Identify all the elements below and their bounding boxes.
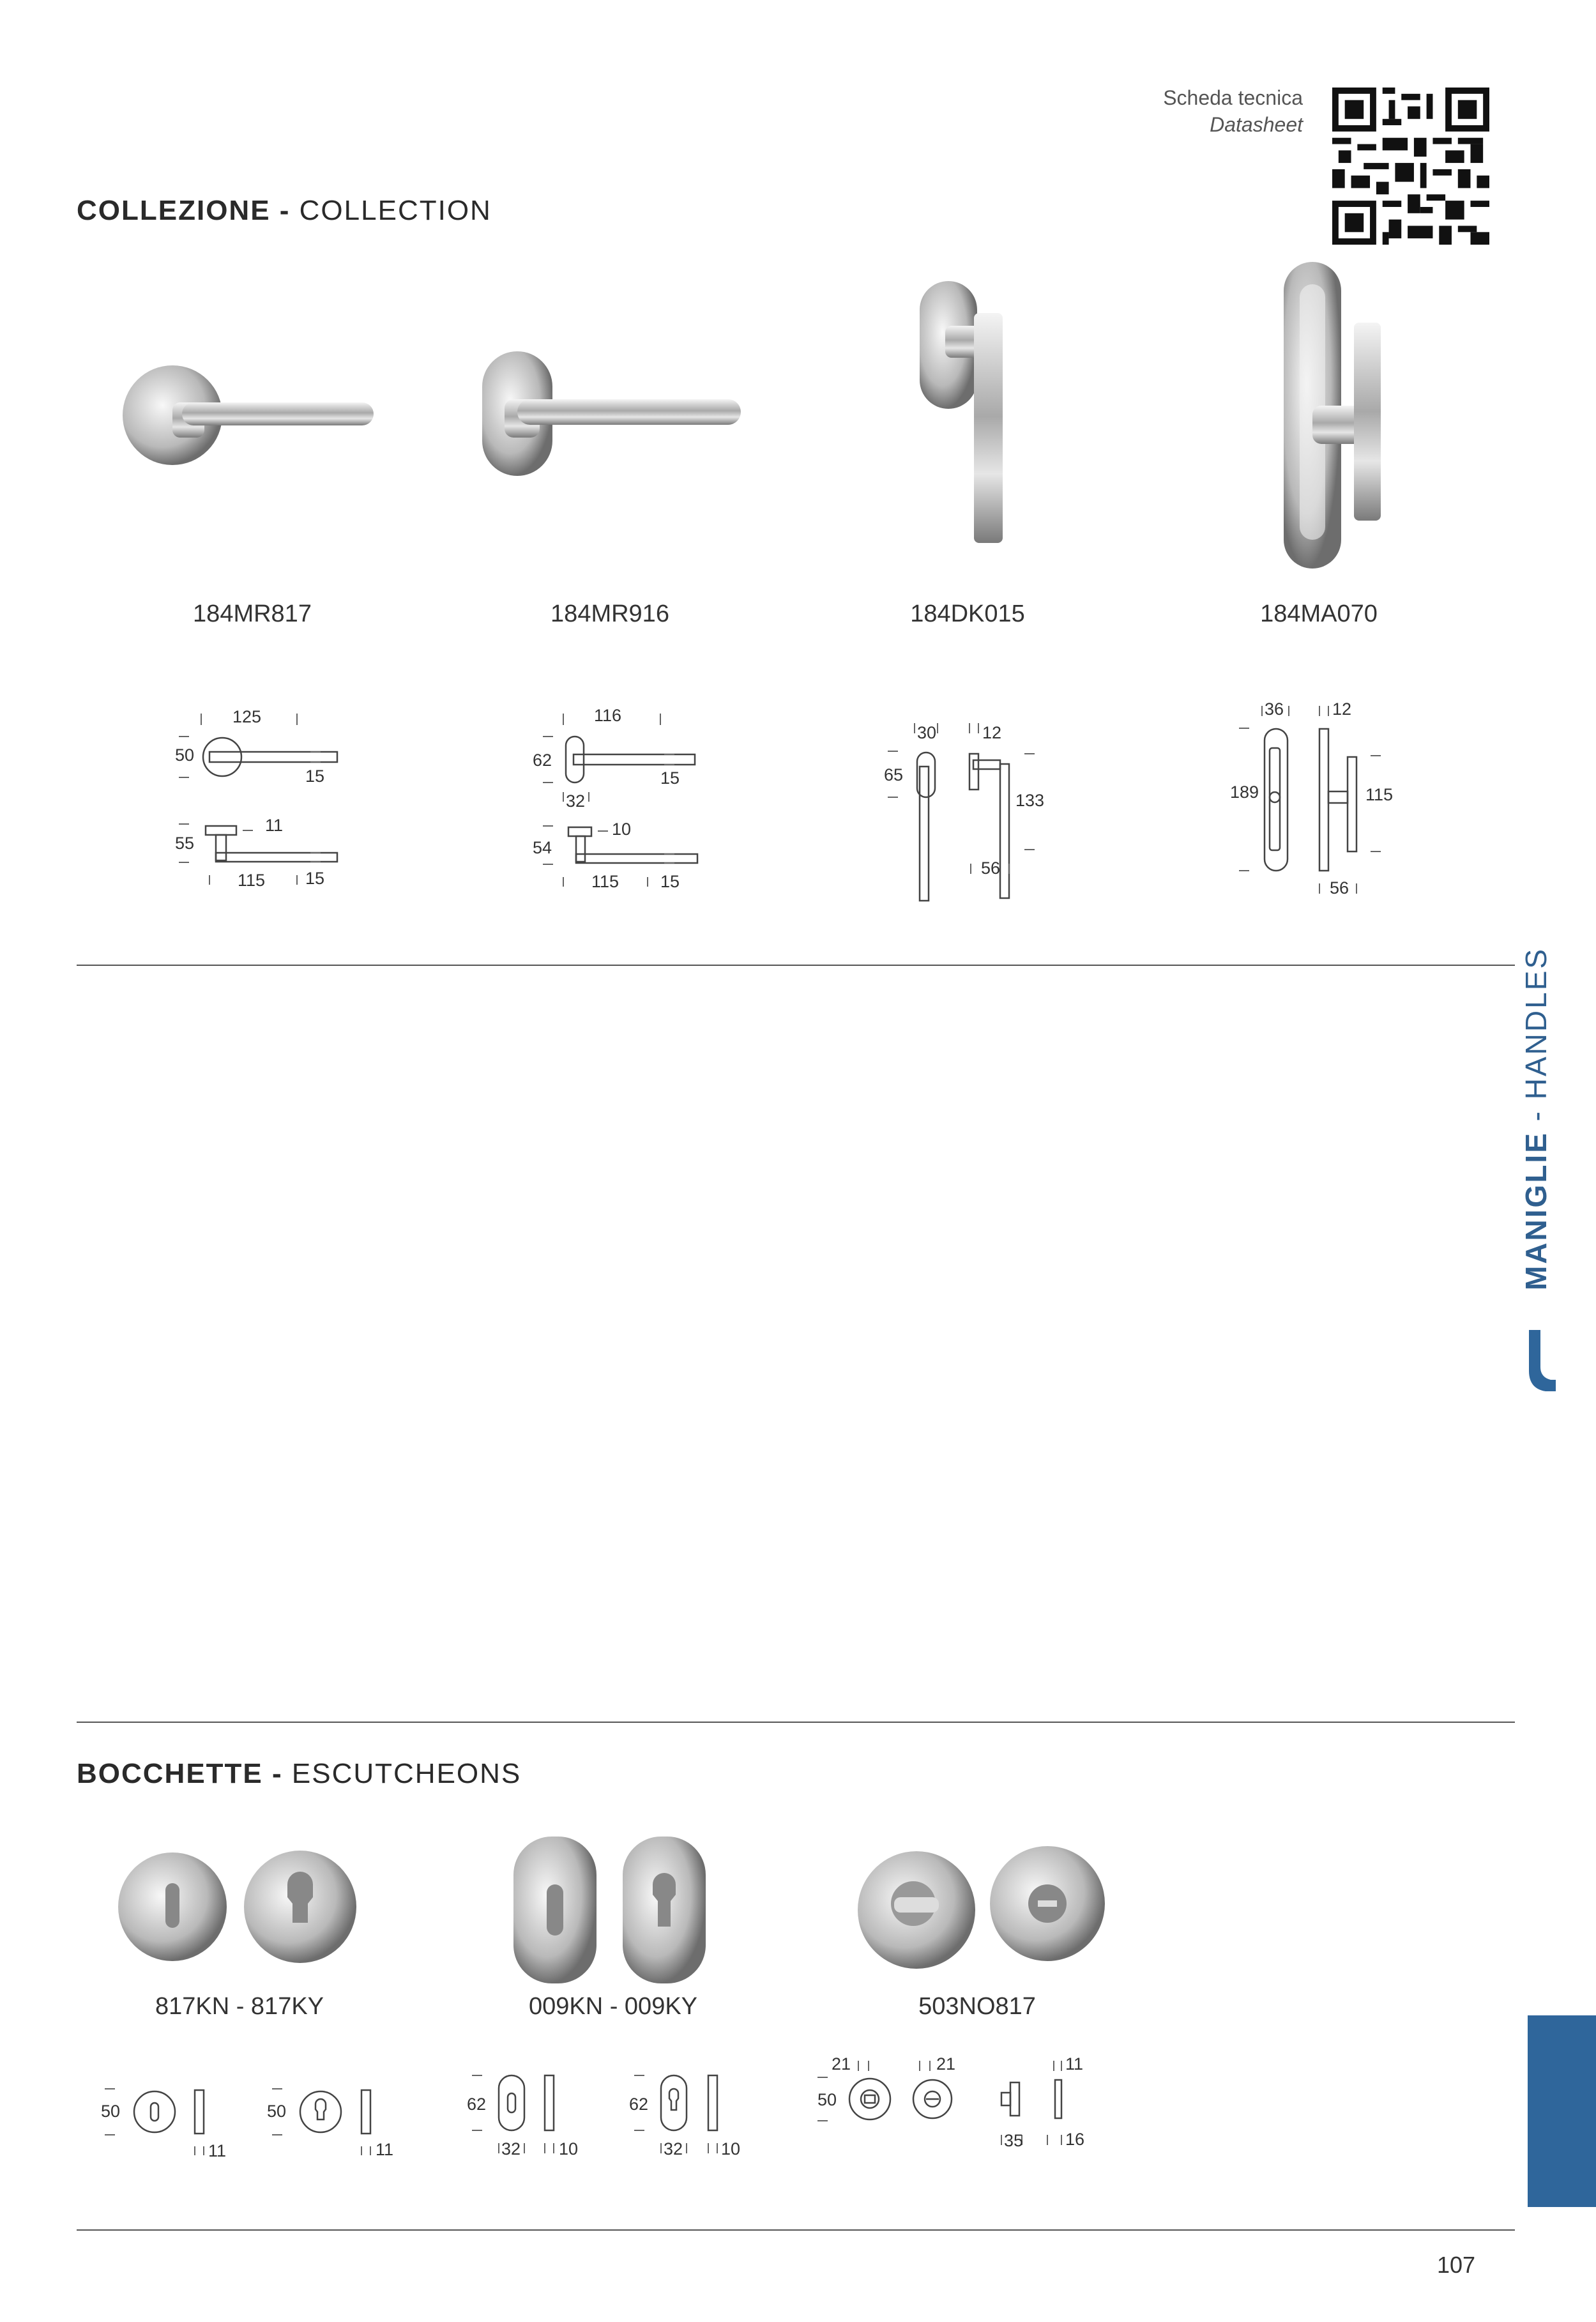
product-image-184MR817	[121, 358, 390, 473]
dim-label: 55	[175, 834, 195, 853]
dim-label: 62	[629, 2095, 649, 2114]
dim-label: 62	[533, 751, 552, 770]
tech-drawing-184MA070	[1226, 693, 1431, 910]
dim-label: 32	[664, 2139, 683, 2158]
escutcheons-title-light: ESCUTCHEONS	[291, 1758, 522, 1789]
dim-label: 65	[884, 765, 904, 784]
product-image-817KN-817KY	[118, 1846, 361, 1967]
product-code-817KN-817KY: 817KN - 817KY	[155, 1993, 324, 2020]
product-code-184MA070: 184MA070	[1260, 600, 1378, 627]
divider	[77, 965, 1515, 966]
dim-label: 125	[232, 707, 262, 726]
dim-label: 32	[501, 2139, 521, 2158]
dim-label: 54	[533, 838, 552, 857]
side-tab-label	[1519, 947, 1553, 1290]
dim-label: 15	[305, 767, 325, 786]
dim-label: 56	[981, 859, 1001, 878]
product-image-503NO817	[856, 1840, 1111, 1974]
divider	[77, 1722, 1515, 1723]
tech-drawing-184MR916	[530, 699, 722, 910]
dim-label: 11	[376, 2140, 394, 2159]
collection-title-light: COLLECTION	[299, 195, 492, 226]
dim-label: 10	[612, 820, 632, 839]
product-code-184MR817: 184MR817	[193, 600, 312, 627]
tech-drawing-184DK015	[881, 715, 1073, 907]
dim-label: 15	[660, 872, 680, 891]
product-image-009KN-009KY	[511, 1833, 715, 1987]
dim-label: 50	[175, 745, 195, 765]
dim-label: 16	[1065, 2130, 1085, 2149]
product-image-184DK015	[916, 275, 1031, 549]
dim-label: 10	[721, 2139, 741, 2158]
section-color-tab	[1528, 2015, 1596, 2207]
tech-drawing-009KN-009KY	[463, 2060, 770, 2172]
tech-drawing-817KN-817KY	[96, 2076, 428, 2172]
dim-label: 36	[1265, 699, 1284, 719]
dim-label: 50	[817, 2090, 837, 2109]
datasheet-line-1: Scheda tecnica	[1163, 86, 1303, 109]
collection-title	[77, 195, 492, 227]
product-image-184MA070	[1277, 259, 1392, 572]
dim-label: 11	[208, 2141, 227, 2160]
dim-label: 21	[832, 2054, 851, 2074]
dim-label: 50	[101, 2102, 121, 2121]
dim-label: 11	[1065, 2054, 1084, 2074]
dim-label: 56	[1330, 878, 1349, 897]
dim-label: 62	[467, 2095, 487, 2114]
side-tab-light: - HANDLES	[1519, 947, 1553, 1132]
dim-label: 35	[1004, 2131, 1024, 2150]
dim-label: 115	[238, 871, 266, 890]
qr-code-icon[interactable]	[1332, 88, 1489, 245]
tech-drawing-503NO817	[811, 2051, 1118, 2172]
dim-label: 21	[936, 2054, 956, 2074]
dim-label: 32	[566, 791, 586, 811]
divider	[77, 2229, 1515, 2231]
dim-label: 50	[267, 2102, 287, 2121]
collection-title-bold: COLLEZIONE -	[77, 195, 300, 226]
datasheet-line-2: Datasheet	[1210, 113, 1303, 136]
product-code-184MR916: 184MR916	[551, 600, 669, 627]
tech-drawing-184MR817	[166, 699, 358, 910]
handle-logo-icon	[1528, 1329, 1556, 1393]
product-code-184DK015: 184DK015	[910, 600, 1025, 627]
dim-label: 15	[660, 768, 680, 788]
dim-label: 133	[1015, 791, 1045, 810]
dim-label: 189	[1230, 783, 1259, 802]
dim-label: 115	[1365, 785, 1394, 804]
dim-label: 10	[559, 2139, 579, 2158]
page-number: 107	[1437, 2252, 1476, 2278]
dim-label: 11	[265, 816, 284, 835]
product-image-184MR916	[479, 348, 747, 482]
dim-label: 12	[982, 723, 1002, 742]
dim-label: 12	[1332, 699, 1352, 719]
escutcheons-title-bold: BOCCHETTE -	[77, 1758, 292, 1789]
dim-label: 30	[917, 723, 937, 742]
side-tab-bold: MANIGLIE	[1519, 1131, 1553, 1290]
dim-label: 115	[591, 872, 619, 891]
product-code-009KN-009KY: 009KN - 009KY	[528, 1993, 698, 2020]
escutcheons-title	[77, 1758, 521, 1790]
dim-label: 116	[594, 706, 622, 725]
product-code-503NO817: 503NO817	[918, 1993, 1036, 2020]
datasheet-label	[1047, 84, 1303, 138]
dim-label: 15	[305, 869, 325, 888]
